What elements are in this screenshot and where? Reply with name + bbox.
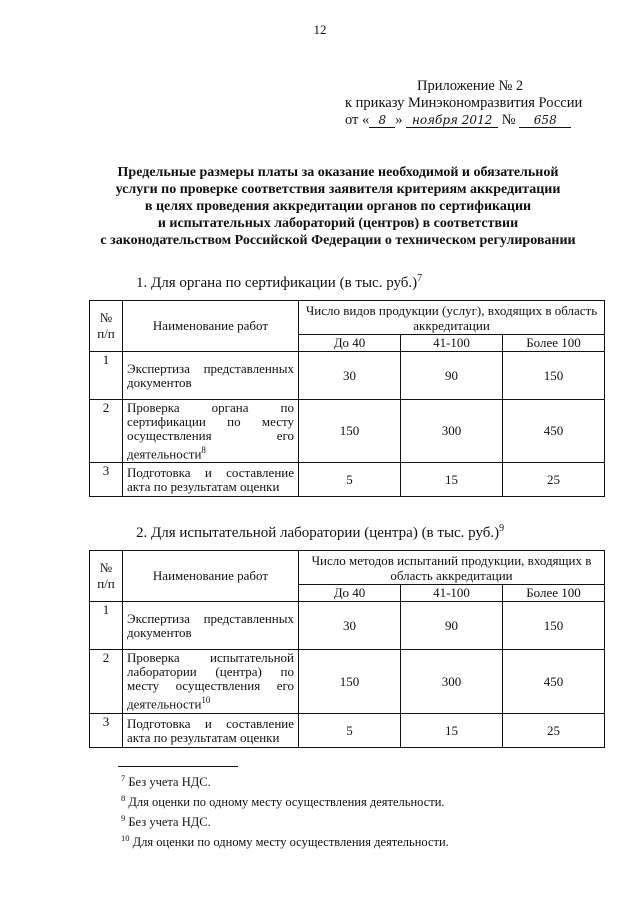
document-title bbox=[60, 164, 616, 249]
footnote-ref: 7 bbox=[417, 273, 423, 284]
footnote-mark: 7 bbox=[121, 773, 126, 783]
row-value: 15 bbox=[401, 463, 503, 497]
row-value: 300 bbox=[401, 650, 503, 714]
row-num: 2 bbox=[90, 400, 123, 463]
table-row bbox=[90, 352, 605, 400]
date-mid: » bbox=[395, 112, 403, 128]
footnote bbox=[121, 790, 449, 810]
row-value: 150 bbox=[503, 352, 605, 400]
row-name: Экспертиза представленных документов bbox=[123, 352, 299, 400]
table-header-row bbox=[90, 301, 605, 335]
footnote-mark: 10 bbox=[121, 833, 130, 844]
row-value: 25 bbox=[503, 714, 605, 748]
row-name: Проверка органа по сертификации по месту осуществления его деятельности$^8$ bbox=[123, 400, 299, 463]
row-value: 15 bbox=[401, 714, 503, 748]
footnote-text: Без учета НДС. bbox=[128, 775, 211, 790]
row-num: 1 bbox=[90, 352, 123, 400]
section2-table bbox=[89, 550, 605, 748]
section1-title-text: 1. Для органа по сертификации (в тыс. руб.) bbox=[136, 275, 418, 291]
header-col: Более 100 bbox=[503, 585, 605, 602]
header-col: Более 100 bbox=[503, 335, 605, 352]
date-day: 8 bbox=[369, 113, 395, 128]
page-number: 12 bbox=[313, 22, 327, 37]
section2-title bbox=[136, 523, 504, 542]
header-name: Наименование работ bbox=[123, 551, 299, 602]
table-row bbox=[90, 602, 605, 650]
appendix-date-line bbox=[345, 112, 605, 129]
footnote bbox=[121, 770, 449, 790]
order-number: 658 bbox=[519, 113, 571, 128]
title-line: услуги по проверке соответствия заявителя критериям аккредитации bbox=[115, 182, 561, 197]
section1-table bbox=[89, 300, 605, 497]
row-name: Проверка испытательной лаборатории (центра) по месту осуществления его деятельности$^{10}$ bbox=[123, 650, 299, 714]
header-col: До 40 bbox=[299, 585, 401, 602]
row-name: Подготовка и составление акта по результатам оценки bbox=[123, 463, 299, 497]
title-line: в целях проведения аккредитации органов по сертификации bbox=[144, 199, 532, 214]
header-col: До 40 bbox=[299, 335, 401, 352]
footnote-ref: 9 bbox=[499, 523, 505, 534]
header-col: 41-100 bbox=[401, 585, 503, 602]
appendix-block bbox=[345, 78, 605, 129]
header-group: Число видов продукции (услуг), входящих в область аккредитации bbox=[299, 301, 605, 335]
row-name: Подготовка и составление акта по результатам оценки bbox=[123, 714, 299, 748]
footnote-divider bbox=[118, 766, 238, 767]
row-value: 5 bbox=[299, 714, 401, 748]
appendix-title: Приложение № 2 bbox=[417, 78, 524, 94]
footnote-ref: 10 bbox=[201, 695, 211, 706]
date-month-year: ноября 2012 bbox=[406, 113, 498, 128]
table-row bbox=[90, 463, 605, 497]
footnote bbox=[121, 830, 449, 850]
number-prefix: № bbox=[501, 112, 516, 128]
footnote-text: Для оценки по одному месту осуществления деятельности. bbox=[132, 835, 449, 850]
header-group: Число методов испытаний продукции, входящих в область аккредитации bbox=[299, 551, 605, 585]
section2-title-text: 2. Для испытательной лаборатории (центра) (в тыс. руб.) bbox=[136, 525, 500, 541]
row-value: 150 bbox=[503, 602, 605, 650]
row-value: 30 bbox=[299, 602, 401, 650]
row-value: 450 bbox=[503, 650, 605, 714]
row-num: 1 bbox=[90, 602, 123, 650]
row-num: 3 bbox=[90, 463, 123, 497]
row-value: 30 bbox=[299, 352, 401, 400]
table-header-row bbox=[90, 551, 605, 585]
row-value: 90 bbox=[401, 352, 503, 400]
footnote-ref: 8 bbox=[201, 444, 206, 455]
header-num: № п/п bbox=[90, 551, 123, 602]
row-num: 3 bbox=[90, 714, 123, 748]
row-value: 90 bbox=[401, 602, 503, 650]
table-row bbox=[90, 714, 605, 748]
footnote-text: Для оценки по одному месту осуществления деятельности. bbox=[128, 795, 445, 810]
row-value: 450 bbox=[503, 400, 605, 463]
table-row bbox=[90, 400, 605, 463]
row-value: 150 bbox=[299, 400, 401, 463]
row-value: 150 bbox=[299, 650, 401, 714]
row-value: 5 bbox=[299, 463, 401, 497]
title-line: и испытательных лабораторий (центров) в соответствии bbox=[157, 216, 519, 231]
table-row bbox=[90, 650, 605, 714]
header-col: 41-100 bbox=[401, 335, 503, 352]
appendix-order: к приказу Минэкономразвития России bbox=[345, 95, 583, 111]
row-name: Экспертиза представленных документов bbox=[123, 602, 299, 650]
row-num: 2 bbox=[90, 650, 123, 714]
row-value: 25 bbox=[503, 463, 605, 497]
row-value: 300 bbox=[401, 400, 503, 463]
footnotes bbox=[121, 770, 449, 851]
footnote-mark: 9 bbox=[121, 813, 126, 824]
footnote bbox=[121, 810, 449, 830]
title-line: Предельные размеры платы за оказание необходимой и обязательной bbox=[117, 165, 559, 180]
title-line: с законодательством Российской Федерации о техническом регулировании bbox=[100, 233, 576, 248]
footnote-mark: 8 bbox=[121, 793, 126, 804]
header-name: Наименование работ bbox=[123, 301, 299, 352]
header-num: № п/п bbox=[90, 301, 123, 352]
footnote-text: Без учета НДС. bbox=[128, 815, 211, 830]
section1-title bbox=[136, 273, 422, 292]
date-prefix: от « bbox=[345, 112, 370, 128]
